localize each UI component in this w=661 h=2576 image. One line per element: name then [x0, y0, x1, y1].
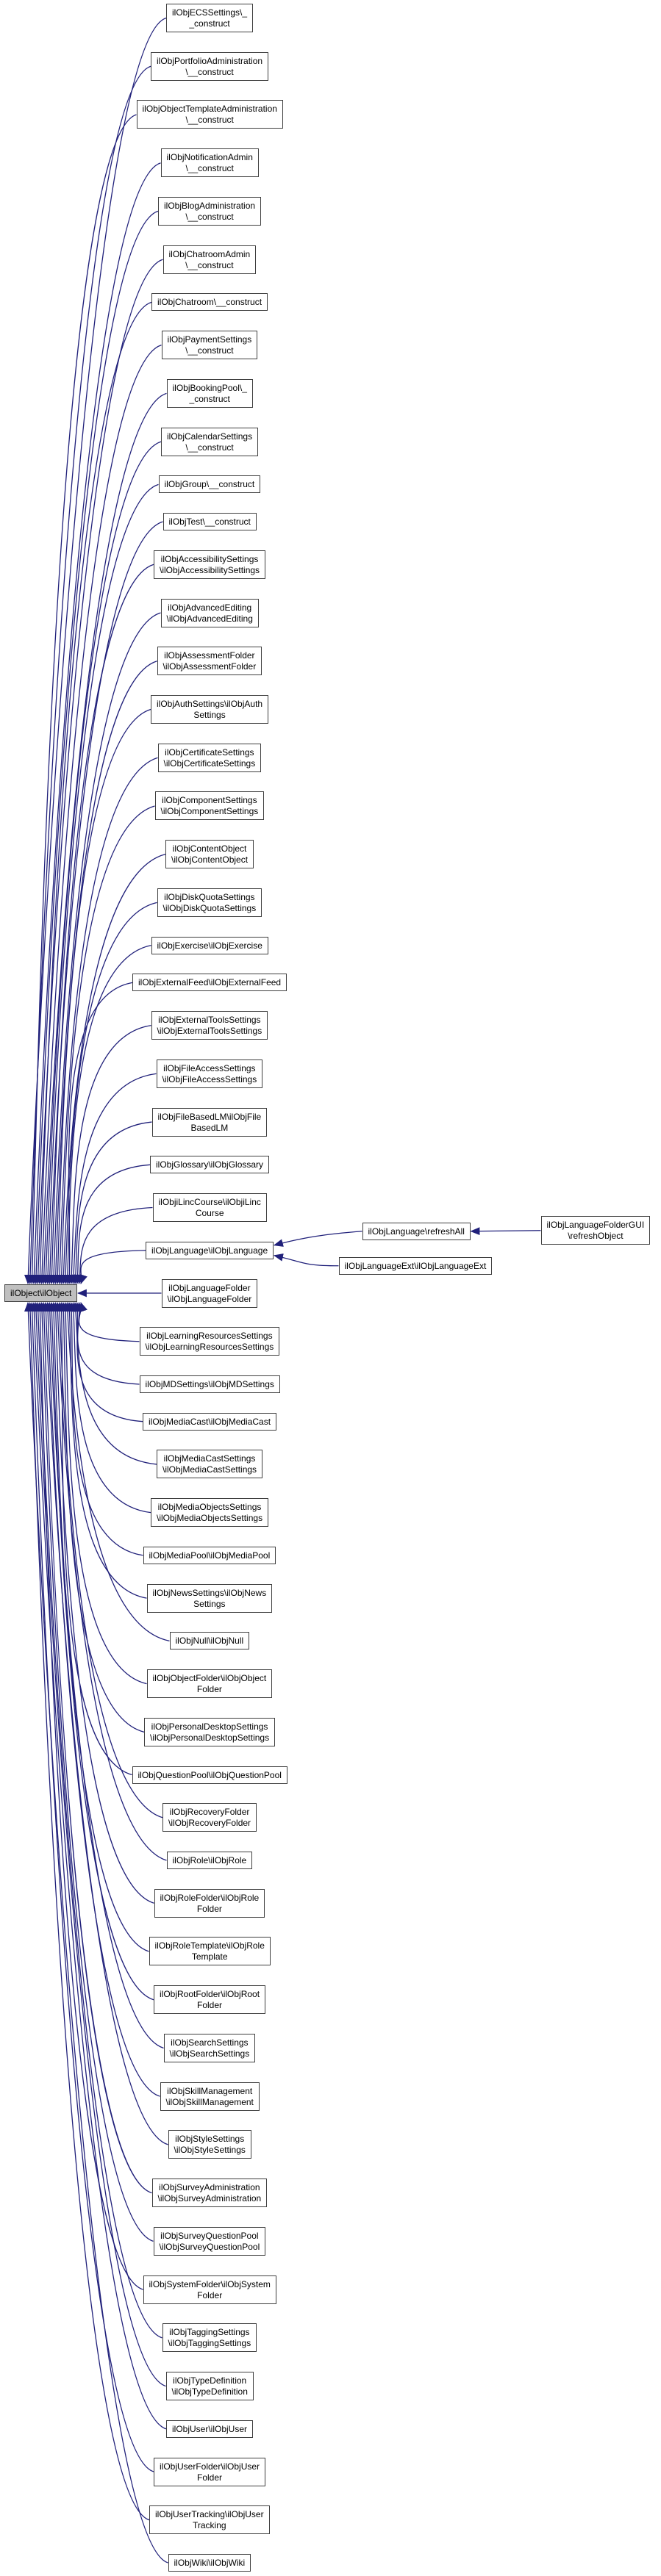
node-label-line: ilObjSystemFolder\ilObjSystem	[149, 2278, 271, 2289]
node-label-line: ilObjFileBasedLM\ilObjFile	[157, 1111, 262, 1122]
caller-node[interactable]	[143, 2275, 276, 2304]
node-label-line: ilObjChatroomAdmin	[168, 248, 251, 259]
node-label-line: ilObjExternalToolsSettings	[158, 1015, 261, 1026]
node-label-line: \ilObjSurveyAdministration	[157, 2193, 262, 2204]
node-label-line: ilObjSurveyQuestionPool	[160, 2230, 259, 2241]
node-label-line: ilObjChatroom\__construct	[157, 297, 262, 308]
node-label-line: \ilObjSearchSettings	[169, 2048, 250, 2059]
node-label-line: \ilObjLanguageFolder	[167, 1293, 252, 1304]
node-label-line: ilObjAccessibilitySettings	[160, 553, 259, 564]
caller-node[interactable]	[132, 974, 287, 991]
node-label-line: \refreshObject	[568, 1231, 624, 1242]
node-language-ext[interactable]	[339, 1257, 493, 1275]
node-label-line: ilObjLanguageFolder	[168, 1282, 251, 1293]
caller-node[interactable]	[161, 148, 259, 177]
node-label-line: ilObjAssessmentFolder	[164, 650, 255, 661]
node-label-line: ilObjECSSettings\_	[172, 7, 248, 18]
node-label-line: \ilObjSkillManagement	[165, 2096, 254, 2107]
node-label-line: ilObjSearchSettings	[171, 2037, 249, 2048]
caller-node[interactable]	[160, 2082, 260, 2111]
node-label-line: ilObjRole\ilObjRole	[172, 1855, 247, 1866]
node-label-line: ilObjPaymentSettings	[167, 334, 252, 345]
caller-node[interactable]	[154, 550, 265, 579]
node-label-line: \ilObjCertificateSettings	[163, 758, 256, 769]
node-label-line: ilObjRecoveryFolder	[169, 1807, 250, 1818]
node-label-line: ilObjUserTracking\ilObjUser	[155, 2509, 264, 2520]
node-label-line: \ilObjTypeDefinition	[171, 2386, 248, 2397]
node-label-line: ilObjTaggingSettings	[169, 2327, 250, 2338]
node-label-line: \ilObjSurveyQuestionPool	[159, 2241, 260, 2252]
caller-node[interactable]	[157, 647, 262, 675]
node-label-line: ilObjCertificateSettings	[165, 746, 254, 758]
node-label-line: Template	[191, 1951, 228, 1962]
node-label-line: ilObjMDSettings\ilObjMDSettings	[145, 1378, 274, 1389]
node-label-line: ilObjTest\__construct	[168, 517, 251, 528]
node-label-line: ilObjNotificationAdmin	[166, 152, 253, 163]
node-label-line: Folder	[196, 1684, 222, 1695]
node-label-line: ilObjNull\ilObjNull	[175, 1636, 244, 1647]
node-label-line: Folder	[197, 2000, 223, 2011]
caller-node[interactable]	[143, 1413, 276, 1431]
caller-node[interactable]	[161, 428, 258, 456]
caller-node[interactable]	[162, 331, 258, 359]
node-refresh-all[interactable]	[362, 1223, 471, 1240]
node-label-line: ilObjContentObject	[172, 843, 247, 855]
node-label-line: \__construct	[185, 163, 234, 174]
node-label-line: _construct	[189, 393, 230, 404]
node-label-line: ilObjRootFolder\ilObjRoot	[160, 1989, 260, 2000]
caller-node[interactable]	[150, 1156, 269, 1173]
node-label-line: ilObjBlogAdministration	[164, 200, 256, 211]
node-label-line: \ilObjAssessmentFolder	[162, 661, 257, 672]
caller-node[interactable]	[151, 1011, 268, 1040]
node-label-line: _construct	[189, 18, 230, 29]
node-label-line: ilObjExternalFeed\ilObjExternalFeed	[138, 977, 282, 988]
node-label-line: Tracking	[193, 2520, 226, 2531]
node-label-line: ilObjLanguageExt\ilObjLanguageExt	[344, 1260, 487, 1271]
caller-node[interactable]	[143, 1547, 276, 1564]
node-label-line: ilObjNewsSettings\ilObjNews	[152, 1587, 267, 1598]
node-label-line: Folder	[196, 1903, 222, 1914]
node-label-line: ilObjGlossary\ilObjGlossary	[156, 1159, 264, 1170]
caller-node[interactable]	[151, 52, 268, 81]
caller-node[interactable]	[147, 1584, 273, 1613]
caller-node[interactable]	[154, 2227, 266, 2256]
center-node-ilObject	[4, 1284, 77, 1302]
caller-node[interactable]	[140, 1375, 280, 1393]
node-label-line: ilObjLanguageFolderGUI	[546, 1220, 645, 1231]
node-label-line: ilObjUser\ilObjUser	[172, 2423, 248, 2434]
node-label-line: \ilObjAdvancedEditing	[166, 613, 253, 624]
node-label-line: ilObjSurveyAdministration	[159, 2182, 260, 2193]
caller-node[interactable]	[147, 1669, 273, 1698]
node-label-line: ilObjBookingPool\_	[172, 382, 247, 393]
node-label-line: \__construct	[185, 211, 234, 222]
node-label-line: \ilObjContentObject	[171, 855, 249, 866]
node-label-line: ilObjiLincCourse\ilObjiLinc	[158, 1197, 261, 1208]
node-label-line: Course	[195, 1208, 224, 1219]
node-label-line: ilObjLanguage\ilObjLanguage	[151, 1245, 268, 1256]
caller-node[interactable]	[163, 513, 257, 530]
node-label-line: ilObjFileAccessSettings	[163, 1062, 256, 1073]
node-label-line: ilObjAuthSettings\ilObjAuth	[157, 698, 263, 709]
caller-node[interactable]	[168, 2130, 251, 2159]
caller-node[interactable]	[164, 2034, 256, 2062]
node-label-line: \ilObjMediaObjectsSettings	[157, 1513, 263, 1524]
node-label-line: \ilObjDiskQuotaSettings	[162, 902, 257, 913]
caller-node[interactable]	[151, 1498, 268, 1527]
node-label-line: \ilObjTaggingSettings	[168, 2338, 251, 2349]
caller-node[interactable]	[161, 599, 259, 627]
node-label-line: ilObjSkillManagement	[167, 2085, 253, 2096]
caller-node[interactable]	[151, 695, 268, 724]
caller-node[interactable]	[137, 100, 283, 129]
node-label-line: \__construct	[185, 345, 234, 356]
caller-node[interactable]	[155, 791, 265, 820]
caller-node[interactable]	[166, 2372, 254, 2400]
caller-node[interactable]	[154, 2458, 265, 2486]
node-label-line: ilObjAdvancedEditing	[168, 602, 252, 613]
node-label-line: ilObjDiskQuotaSettings	[164, 891, 255, 902]
node-label-line: ilObjWiki\ilObjWiki	[174, 2558, 246, 2568]
node-label-line: \ilObjRecoveryFolder	[168, 1818, 251, 1829]
caller-node[interactable]	[168, 2554, 251, 2572]
caller-node[interactable]	[163, 245, 257, 274]
caller-node[interactable]	[157, 1059, 263, 1088]
caller-node[interactable]	[151, 293, 268, 311]
node-label-line: ilObjGroup\__construct	[164, 479, 255, 490]
node-label-line: ilObjObjectFolder\ilObjObject	[152, 1673, 267, 1684]
node-label-line: ilObjMediaObjectsSettings	[157, 1502, 262, 1513]
caller-node[interactable]	[154, 1985, 265, 2014]
node-label-line: \ilObjFileAccessSettings	[162, 1073, 257, 1084]
caller-node[interactable]	[166, 2420, 253, 2438]
node-label-line: \__construct	[185, 115, 234, 126]
node-label-line: ilObjStyleSettings	[175, 2134, 245, 2145]
node-label-line: ilObjPersonalDesktopSettings	[151, 1721, 268, 1732]
node-label-line: ilObject\ilObject	[10, 1288, 72, 1298]
node-label-line: \ilObjLearningResourcesSettings	[145, 1342, 274, 1353]
node-label-line: \__construct	[185, 259, 234, 270]
node-label-line: \ilObjExternalToolsSettings	[157, 1026, 262, 1037]
caller-node[interactable]	[132, 1766, 287, 1784]
caller-node[interactable]	[159, 475, 261, 493]
node-label-line: Folder	[197, 2289, 223, 2300]
node-label-line: \ilObjMediaCastSettings	[162, 1464, 257, 1475]
node-label-line: Settings	[193, 1598, 226, 1609]
caller-node[interactable]	[167, 1852, 253, 1869]
node-label-line: \__construct	[185, 66, 234, 77]
node-label-line: BasedLM	[190, 1122, 229, 1133]
caller-node[interactable]	[158, 197, 261, 226]
node-label-line: ilObjMediaCastSettings	[163, 1453, 256, 1464]
node-label-line: \ilObjPersonalDesktopSettings	[150, 1732, 270, 1743]
node-label-line: ilObjRoleFolder\ilObjRole	[160, 1892, 260, 1903]
caller-node[interactable]	[152, 2179, 268, 2207]
caller-node[interactable]	[154, 1889, 265, 1918]
caller-node[interactable]	[170, 1632, 250, 1649]
node-label-line: ilObjLearningResourcesSettings	[146, 1331, 273, 1342]
node-label-line: \ilObjComponentSettings	[160, 806, 259, 817]
node-language-folder-gui[interactable]	[541, 1216, 651, 1245]
node-label-line: ilObjObjectTemplateAdministration	[142, 104, 277, 115]
node-label-line: ilObjUserFolder\ilObjUser	[160, 2461, 260, 2472]
caller-node[interactable]	[149, 1937, 271, 1965]
node-label-line: ilObjComponentSettings	[162, 795, 257, 806]
node-label-line: \ilObjStyleSettings	[174, 2145, 246, 2156]
node-label-line: ilObjExercise\ilObjExercise	[157, 940, 262, 951]
caller-node[interactable]	[151, 937, 268, 954]
node-label-line: Settings	[193, 709, 226, 720]
caller-node[interactable]	[167, 379, 253, 408]
node-label-line: ilObjMediaPool\ilObjMediaPool	[149, 1550, 271, 1561]
caller-node[interactable]	[166, 4, 253, 32]
caller-node[interactable]	[152, 1108, 268, 1137]
caller-node[interactable]	[165, 840, 254, 868]
node-label-line: ilObjCalendarSettings	[167, 431, 253, 442]
caller-node[interactable]	[157, 888, 262, 917]
node-label-line: ilObjRoleTemplate\ilObjRole	[154, 1940, 265, 1951]
caller-node[interactable]	[140, 1327, 280, 1356]
caller-node[interactable]	[146, 1242, 274, 1259]
caller-node[interactable]	[158, 744, 262, 772]
caller-node[interactable]	[153, 1193, 267, 1222]
node-label-line: ilObjPortfolioAdministration	[157, 55, 263, 66]
caller-node[interactable]	[162, 1279, 258, 1308]
node-label-line: ilObjQuestionPool\ilObjQuestionPool	[137, 1769, 282, 1780]
caller-node[interactable]	[157, 1450, 262, 1478]
caller-node[interactable]	[162, 2323, 257, 2352]
node-label-line: ilObjLanguage\refreshAll	[368, 1226, 465, 1237]
caller-node[interactable]	[162, 1803, 257, 1832]
node-label-line: \__construct	[185, 442, 234, 453]
node-label-line: ilObjMediaCast\ilObjMediaCast	[149, 1416, 271, 1427]
node-label-line: Folder	[197, 2472, 223, 2483]
node-label-line: \ilObjAccessibilitySettings	[160, 564, 260, 575]
caller-node[interactable]	[144, 1718, 275, 1746]
caller-node[interactable]	[149, 2505, 270, 2534]
node-label-line: ilObjTypeDefinition	[173, 2375, 247, 2386]
